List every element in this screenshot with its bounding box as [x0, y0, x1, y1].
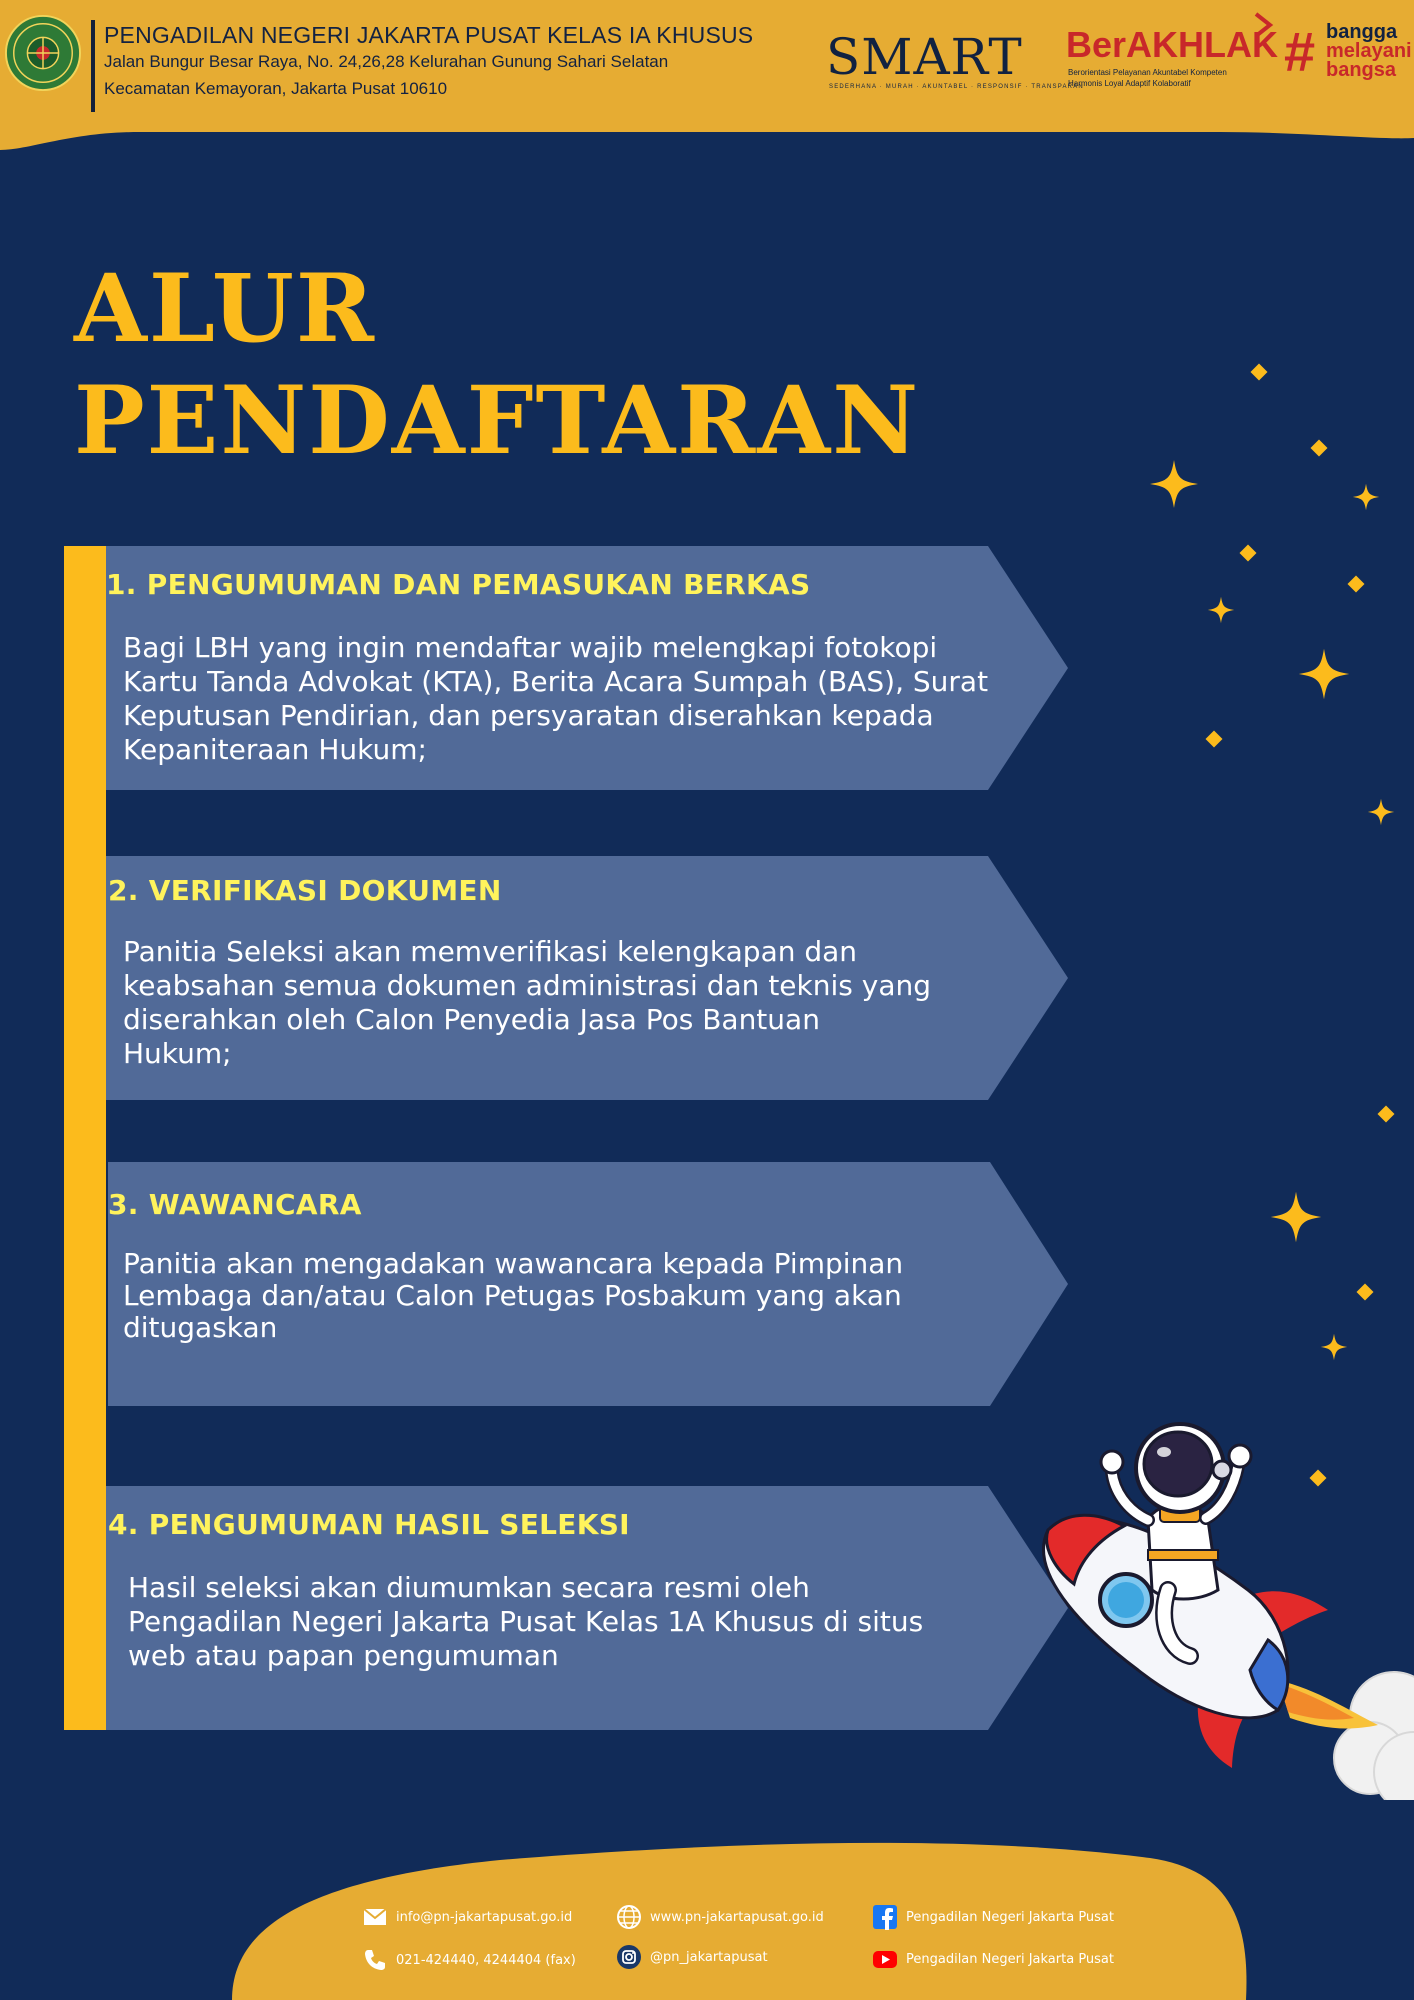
footer-facebook-text: Pengadilan Negeri Jakarta Pusat — [906, 1909, 1114, 1925]
footer-email-text: info@pn-jakartapusat.go.id — [396, 1909, 573, 1925]
step-body-line: Kartu Tanda Advokat (KTA), Berita Acara Sumpah (BAS), Surat — [123, 665, 989, 698]
page-title-line1: ALUR — [74, 254, 376, 364]
step-body-line: ditugaskan — [123, 1311, 278, 1344]
step-body-line: Hukum; — [123, 1037, 232, 1070]
step-body-line: Pengadilan Negeri Jakarta Pusat Kelas 1A Khusus di situs — [128, 1605, 924, 1638]
sparkle-star-icon — [1208, 597, 1234, 623]
sparkle-star-icon — [1240, 545, 1257, 562]
sparkle-star-icon — [1348, 576, 1365, 593]
youtube-icon — [872, 1946, 898, 1972]
page-title-line2: PENDAFTARAN — [74, 366, 921, 476]
footer-instagram-text: @pn_jakartapusat — [650, 1949, 768, 1965]
hashtag-logo: # — [1284, 20, 1316, 83]
step-body-line: Hasil seleksi akan diumumkan secara resmi oleh — [128, 1571, 810, 1604]
footer-facebook[interactable] — [872, 1904, 1114, 1930]
sparkle-star-icon — [1311, 440, 1328, 457]
berakhlak-tagline1: Berorientasi Pelayanan Akuntabel Kompeten — [1068, 68, 1227, 77]
envelope-icon — [362, 1904, 388, 1930]
step-body-line: Keputusan Pendirian, dan persyaratan diserahkan kepada — [123, 699, 934, 732]
step-body-line: Kepaniteraan Hukum; — [123, 733, 427, 766]
globe-icon — [616, 1904, 642, 1930]
footer-website-text: www.pn-jakartapusat.go.id — [650, 1909, 824, 1925]
step-body-line: Bagi LBH yang ingin mendaftar wajib melengkapi fotokopi — [123, 631, 938, 664]
bangga-line2: melayani — [1326, 40, 1412, 62]
court-address-line1: Jalan Bungur Besar Raya, No. 24,26,28 Kelurahan Gunung Sahari Selatan — [104, 52, 669, 71]
instagram-icon — [616, 1944, 642, 1970]
step-body-line: keabsahan semua dokumen administrasi dan teknis yang — [123, 969, 931, 1002]
step-body-line: web atau papan pengumuman — [128, 1639, 559, 1672]
sparkle-star-icon — [1321, 1334, 1347, 1360]
sparkle-star-icon — [1150, 460, 1198, 508]
footer-website[interactable] — [616, 1904, 824, 1930]
facebook-icon — [872, 1904, 898, 1930]
step-body-line: Panitia akan mengadakan wawancara kepada Pimpinan — [123, 1247, 904, 1280]
footer-youtube-text: Pengadilan Negeri Jakarta Pusat — [906, 1951, 1114, 1967]
step-title: 3. WAWANCARA — [108, 1188, 362, 1221]
berakhlak-logo: BerAKHLAK — [1066, 24, 1279, 65]
footer-phone[interactable] — [362, 1947, 576, 1973]
sparkle-star-icon — [1353, 484, 1379, 510]
bangga-line3: bangsa — [1326, 59, 1397, 81]
court-name: PENGADILAN NEGERI JAKARTA PUSAT KELAS IA KHUSUS — [104, 22, 754, 48]
step-body-line: Panitia Seleksi akan memverifikasi kelengkapan dan — [123, 935, 858, 968]
footer-youtube[interactable] — [872, 1946, 1114, 1972]
sparkle-star-icon — [1357, 1284, 1374, 1301]
step-title: 1. PENGUMUMAN DAN PEMASUKAN BERKAS — [106, 568, 811, 601]
phone-icon — [362, 1947, 388, 1973]
footer-phone-text: 021-424440, 4244404 (fax) — [396, 1952, 576, 1968]
sparkle-star-icon — [1378, 1106, 1395, 1123]
berakhlak-tagline2: Harmonis Loyal Adaptif Kolaboratif — [1068, 79, 1191, 88]
smart-tagline: SEDERHANA · MURAH · AKUNTABEL · RESPONSIF · TRANSPARAN — [829, 84, 1084, 90]
astronaut-rocket-illustration — [1028, 1380, 1414, 1800]
sparkle-star-icon — [1251, 364, 1268, 381]
footer-instagram[interactable] — [616, 1944, 768, 1970]
sparkle-star-icon — [1206, 731, 1223, 748]
smart-logo: SMART — [826, 28, 1023, 86]
bangga-line1: bangga — [1326, 21, 1398, 43]
footer-email[interactable] — [362, 1904, 572, 1930]
sparkle-star-icon — [1299, 649, 1349, 699]
step-body-line: diserahkan oleh Calon Penyedia Jasa Pos Bantuan — [123, 1003, 820, 1036]
court-address-line2: Kecamatan Kemayoran, Jakarta Pusat 10610 — [104, 79, 448, 98]
step-title: 4. PENGUMUMAN HASIL SELEKSI — [108, 1508, 630, 1541]
sparkle-star-icon — [1271, 1192, 1321, 1242]
sparkle-star-icon — [1368, 799, 1394, 825]
step-body-line: Lembaga dan/atau Calon Petugas Posbakum yang akan — [123, 1279, 902, 1312]
step-title: 2. VERIFIKASI DOKUMEN — [108, 874, 502, 907]
